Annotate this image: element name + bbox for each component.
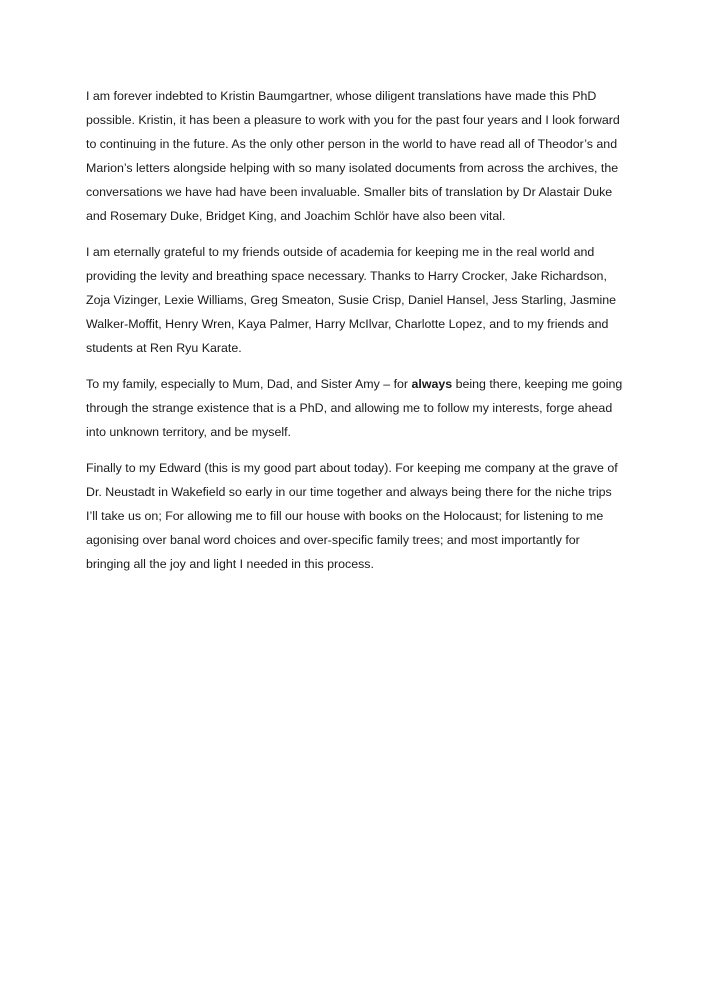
acknowledgements-body bbox=[86, 84, 626, 576]
paragraph-family-before: To my family, especially to Mum, Dad, and Sister Amy – for bbox=[86, 377, 412, 391]
paragraph-family-after: being there, keeping me going through the strange existence that is a PhD, and allowing me to follow my interests, forge ahead into unknown territory, and be myself. bbox=[86, 377, 623, 439]
paragraph-friends: I am eternally grateful to my friends outside of academia for keeping me in the real world and providing the levity and breathing space necessary. Thanks to Harry Crocker, Jake Richardson, Zoja Vizinger, Lexie Williams, Greg Smeaton, Susie Crisp, Daniel Hansel, Jess Starling, Jasmine Walker-Moffit, Henry Wren, Kaya Palmer, Harry McIlvar, Charlotte Lopez, and to my friends and students at Ren Ryu Karate. bbox=[86, 245, 617, 355]
paragraph-family-emphasis: always bbox=[411, 377, 453, 391]
paragraph-partner: Finally to my Edward (this is my good part about today). For keeping me company at the grave of Dr. Neustadt in Wakefield so early in our time together and always being there for the niche trips I’ll take us on; For allowing me to fill our house with books on the Holocaust; for listening to me agonising over banal word choices and over-specific family trees; and most importantly for bringing all the joy and light I needed in this process. bbox=[86, 461, 618, 571]
paragraph-family bbox=[86, 372, 626, 444]
paragraph-translators: I am forever indebted to Kristin Baumgartner, whose diligent translations have made this PhD possible. Kristin, it has been a pleasure to work with you for the past four years and I look forward to continuing in the future. As the only other person in the world to have read all of Theodor’s and Marion’s letters alongside helping with so many isolated documents from across the archives, the conversations we have had have been invaluable. Smaller bits of translation by Dr Alastair Duke and Rosemary Duke, Bridget King, and Joachim Schlör have also been vital. bbox=[86, 89, 620, 223]
